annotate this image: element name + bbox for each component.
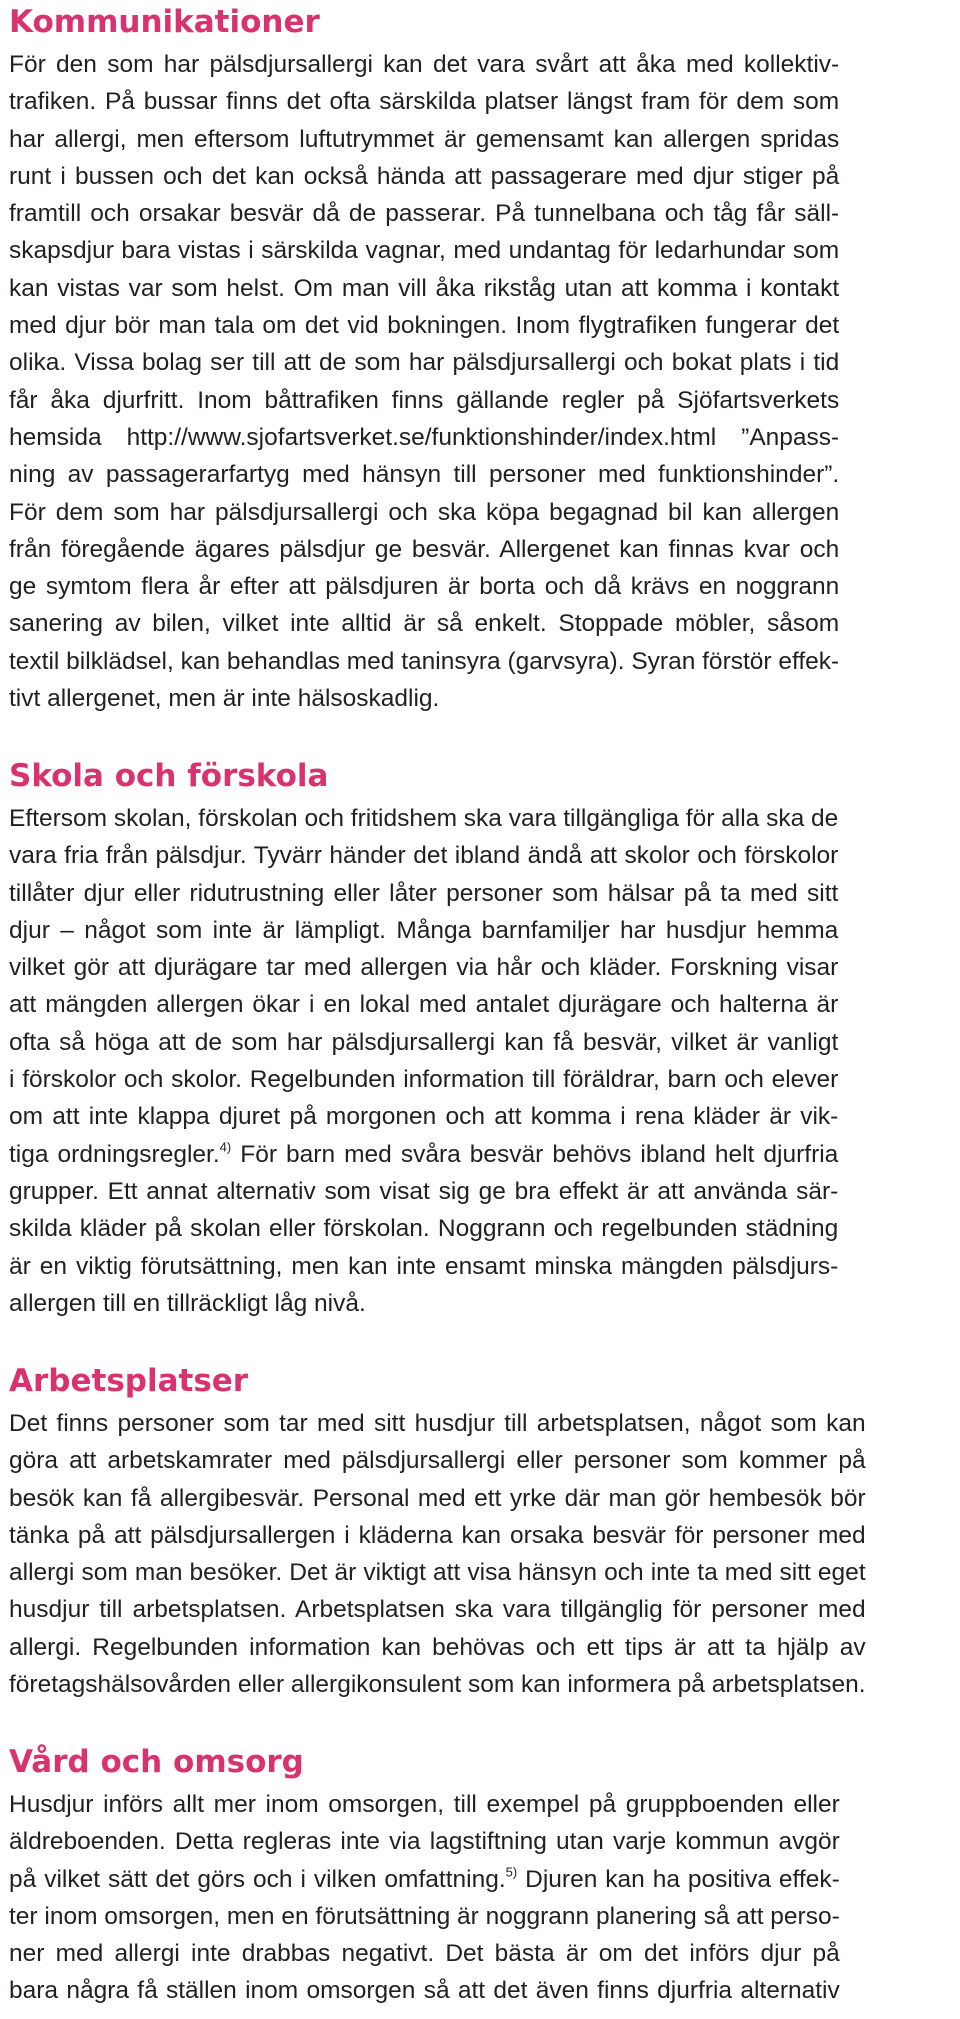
- text-line: ofta så höga att de som har pälsdjursallergi kan få besvär, vilket är vanligt: [9, 1028, 839, 1056]
- section-heading: Skola och förskola: [9, 758, 329, 794]
- text-line: företagshälsovården eller allergikonsulent som kan informera på arbetsplatsen.: [9, 1671, 866, 1699]
- text-line: husdjur till arbetsplatsen. Arbetsplatsen ska vara tillgänglig för personer med: [9, 1596, 866, 1624]
- text-line: För dem som har pälsdjursallergi och ska köpa begagnad bil kan allergen: [9, 498, 840, 526]
- text-line: tänka på att pälsdjursallergen i kläderna kan orsaka besvär för personer med: [9, 1521, 866, 1549]
- text-line: framtill och orsakar besvär då de passerar. På tunnelbana och tåg får säll-: [9, 200, 840, 228]
- text-line: med djur bör man tala om det vid bokningen. Inom flygtrafiken fungerar det: [9, 312, 840, 340]
- text-line: [9, 1136, 838, 1173]
- section-vard-och-omsorg: [9, 1740, 840, 2010]
- text-line: ning av passagerarfartyg med hänsyn till personer med funktionshinder”.: [9, 461, 840, 489]
- text-line: äldreboenden. Detta regleras inte via lagstiftning utan varje kommun avgör: [9, 1828, 840, 1856]
- text-line: har allergi, men eftersom luftutrymmet är gemensamt kan allergen spridas: [9, 125, 840, 153]
- text-line: [9, 1861, 840, 1898]
- footnote-marker: 5): [505, 1864, 518, 1880]
- text-line: allergi som man besöker. Det är viktigt att visa hänsyn och inte ta med sitt eget: [9, 1559, 866, 1587]
- text-line: textil bilklädsel, kan behandlas med taninsyra (garvsyra). Syran förstör effek-: [9, 647, 840, 675]
- text-line: Eftersom skolan, förskolan och fritidshem ska vara tillgängliga för alla ska de: [9, 805, 839, 832]
- text-line: från föregående ägares pälsdjur ge besvär. Allergenet kan finnas kvar och: [9, 535, 840, 563]
- text-line: skilda kläder på skolan eller förskolan. Noggrann och regelbunden städning: [9, 1215, 839, 1243]
- text-line: Husdjur införs allt mer inom omsorgen, till exempel på gruppboenden eller: [9, 1791, 840, 1818]
- text-line: trafiken. På bussar finns det ofta särskilda platser längst fram för dem som: [9, 88, 840, 116]
- text-fragment: För barn med svåra besvär behövs ibland helt djurfria: [231, 1140, 839, 1168]
- text-line: vara fria från pälsdjur. Tyvärr händer det ibland ändå att skolor och förskolor: [9, 842, 839, 870]
- text-line: runt i bussen och det kan också hända att passagerare med djur stiger på: [9, 162, 840, 190]
- text-fragment: på vilket sätt det görs och i vilken omfattning.: [9, 1865, 506, 1893]
- text-line: För den som har pälsdjursallergi kan det vara svårt att åka med kollektiv-: [9, 51, 840, 78]
- text-line: djur – något som inte är lämpligt. Många barnfamiljer har husdjur hemma: [9, 916, 839, 944]
- section-heading: Kommunikationer: [9, 4, 320, 40]
- text-line: grupper. Ett annat alternativ som visat sig ge bra effekt är att använda sär-: [9, 1177, 839, 1205]
- text-line: allergen till en tillräckligt låg nivå.: [9, 1289, 366, 1317]
- text-line: göra att arbetskamrater med pälsdjursallergi eller personer som kommer på: [9, 1447, 866, 1475]
- text-line: kan vistas var som helst. Om man vill åka rikståg utan att komma i kontakt: [9, 274, 840, 302]
- text-line: ge symtom flera år efter att pälsdjuren är borta och då krävs en noggrann: [9, 573, 840, 601]
- paragraph: [9, 1786, 840, 2010]
- text-line: Det finns personer som tar med sitt husdjur till arbetsplatsen, något som kan: [9, 1410, 866, 1437]
- text-line: är en viktig förutsättning, men kan inte ensamt minska mängden pälsdjurs-: [9, 1252, 839, 1280]
- text-line: skapsdjur bara vistas i särskilda vagnar, med undantag för ledarhundar som: [9, 237, 840, 265]
- text-line: tivt allergenet, men är inte hälsoskadlig.: [9, 685, 440, 713]
- paragraph: [9, 800, 838, 1322]
- text-line: besök kan få allergibesvär. Personal med ett yrke där man gör hembesök bör: [9, 1484, 866, 1512]
- text-line: ner med allergi inte drabbas negativt. Det bästa är om det införs djur på: [9, 1940, 840, 1968]
- text-line: olika. Vissa bolag ser till att de som har pälsdjursallergi och bokat plats i tid: [9, 349, 840, 377]
- text-line: hemsida http://www.sjofartsverket.se/funktionshinder/index.html ”Anpass-: [9, 423, 840, 451]
- section-skola-och-forskola: [9, 754, 838, 1322]
- text-line: bara några få ställen inom omsorgen så att det även finns djurfria alternativ: [9, 1977, 840, 2005]
- text-line: ter inom omsorgen, men en förutsättning är noggrann planering så att perso-: [9, 1902, 840, 1930]
- section-heading: Arbetsplatser: [9, 1363, 249, 1399]
- text-line: tillåter djur eller ridutrustning eller låter personer som hälsar på ta med sitt: [9, 879, 839, 907]
- text-line: får åka djurfritt. Inom båttrafiken finns gällande regler på Sjöfartsverkets: [9, 386, 840, 414]
- text-line: vilket gör att djurägare tar med allergen via hår och kläder. Forskning visar: [9, 954, 839, 982]
- text-line: sanering av bilen, vilket inte alltid är så enkelt. Stoppade möbler, såsom: [9, 610, 840, 638]
- text-line: att mängden allergen ökar i en lokal med antalet djurägare och halterna är: [9, 991, 839, 1019]
- section-heading: Vård och omsorg: [9, 1744, 304, 1780]
- text-line: i förskolor och skolor. Regelbunden information till föräldrar, barn och elever: [9, 1066, 839, 1094]
- text-fragment: tiga ordningsregler.: [9, 1140, 220, 1168]
- text-fragment: Djuren kan ha positiva effek-: [517, 1865, 840, 1893]
- text-line: allergi. Regelbunden information kan behövas och ett tips är att ta hjälp av: [9, 1633, 866, 1661]
- text-line: om att inte klappa djuret på morgonen och att komma i rena kläder är vik-: [9, 1103, 839, 1131]
- section-arbetsplatser: [9, 1359, 866, 1703]
- footnote-marker: 4): [219, 1139, 232, 1155]
- section-kommunikationer: [9, 0, 839, 717]
- paragraph: [9, 46, 839, 717]
- paragraph: [9, 1405, 866, 1703]
